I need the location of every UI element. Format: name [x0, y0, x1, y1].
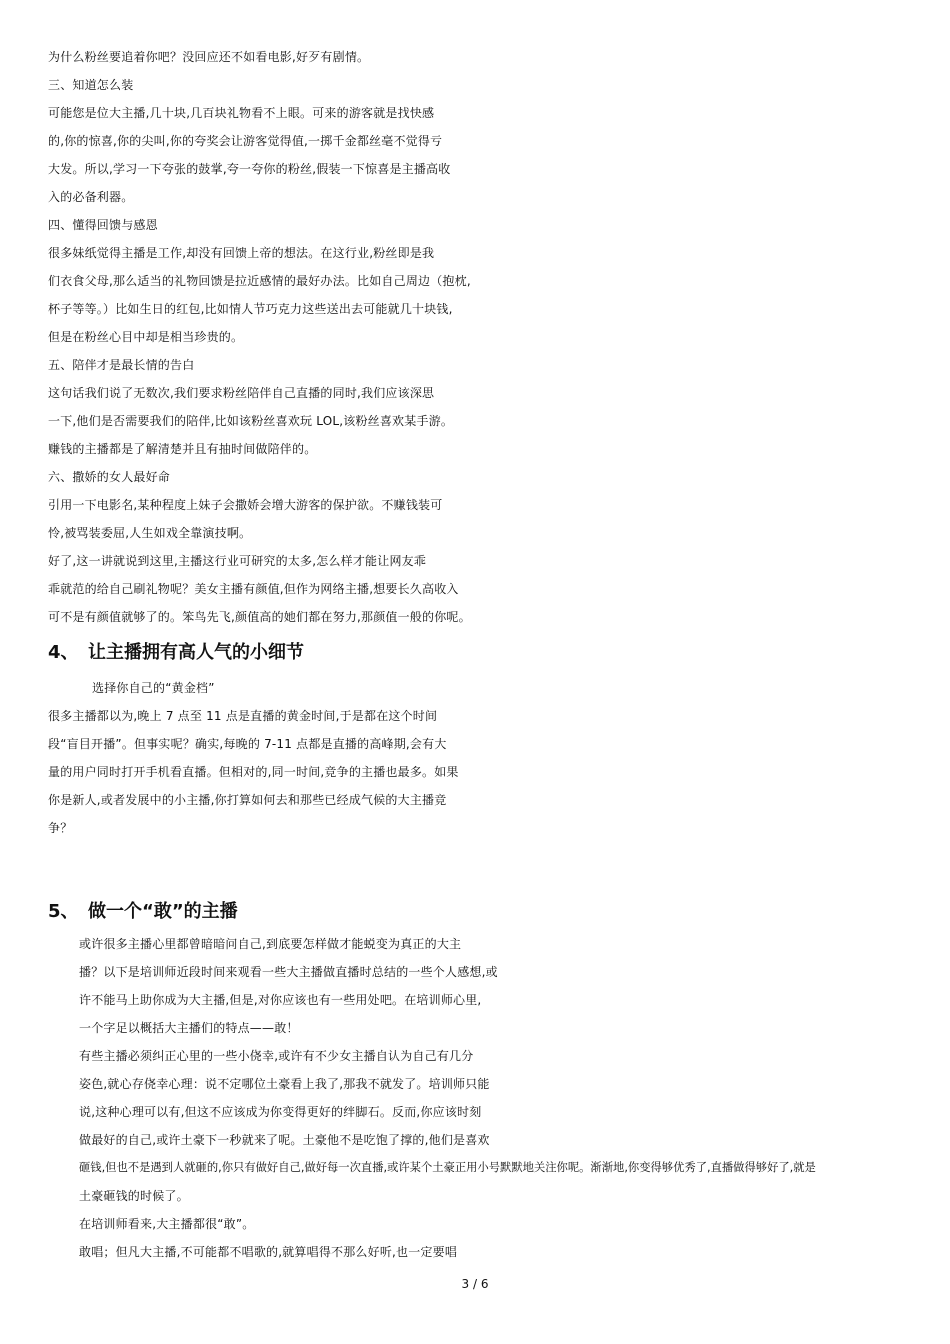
section-4-heading [48, 641, 304, 665]
section-heading-5: 五、陪伴才是最长情的告白 [48, 358, 195, 372]
paragraph-line: 怜,被骂装委屈,人生如戏全靠演技啊。 [48, 526, 252, 540]
paragraph-line: 入的必备利器。 [48, 190, 134, 204]
paragraph-line: 在培训师看来,大主播都很“敢”。 [79, 1217, 255, 1231]
section-5-title: 做一个“敢”的主播 [88, 901, 238, 922]
paragraph-line: 可不是有颜值就够了的。笨鸟先飞,颜值高的她们都在努力,那颜值一般的你呢。 [48, 610, 471, 624]
paragraph-line: 一下,他们是否需要我们的陪伴,比如该粉丝喜欢玩 LOL,该粉丝喜欢某手游。 [48, 414, 454, 428]
paragraph-line: 一个字足以概括大主播们的特点——敢！ [79, 1021, 299, 1035]
section-4-number: 4、 [48, 642, 79, 663]
section-4-subtitle: 选择你自己的“黄金档” [92, 681, 215, 695]
paragraph-line: 有些主播必须纠正心里的一些小侥幸,或许有不少女主播自认为自己有几分 [79, 1049, 474, 1063]
paragraph-line: 说,这种心理可以有,但这不应该成为你变得更好的绊脚石。反而,你应该时刻 [79, 1105, 482, 1119]
paragraph-line: 砸钱,但也不是遇到人就砸的,你只有做好自己,做好每一次直播,或许某个土豪正用小号默默地关注你呢。渐渐地,你变得够优秀了,直播做得够好了,就是 [79, 1161, 816, 1174]
paragraph-line: 杯子等等。）比如生日的红包,比如情人节巧克力这些送出去可能就几十块钱, [48, 302, 453, 316]
paragraph-line: 乖就范的给自己刷礼物呢？美女主播有颜值,但作为网络主播,想要长久高收入 [48, 582, 459, 596]
paragraph-line: 可能您是位大主播,几十块,几百块礼物看不上眼。可来的游客就是找快感 [48, 106, 435, 120]
section-5-heading [48, 900, 238, 924]
section-heading-6: 六、撒娇的女人最好命 [48, 470, 171, 484]
paragraph-line: 好了,这一讲就说到这里,主播这行业可研究的太多,怎么样才能让网友乖 [48, 554, 427, 568]
section-heading-4: 四、懂得回馈与感恩 [48, 218, 158, 232]
paragraph-line: 或许很多主播心里都曾暗暗问自己,到底要怎样做才能蜕变为真正的大主 [79, 937, 462, 951]
paragraph-line: 姿色,就心存侥幸心理：说不定哪位土豪看上我了,那我不就发了。培训师只能 [79, 1077, 490, 1091]
paragraph-line: 播？以下是培训师近段时间来观看一些大主播做直播时总结的一些个人感想,或 [79, 965, 498, 979]
section-heading-3: 三、知道怎么装 [48, 78, 134, 92]
paragraph-line: 很多主播都以为,晚上 7 点至 11 点是直播的黄金时间,于是都在这个时间 [48, 709, 438, 723]
paragraph-line: 许不能马上助你成为大主播,但是,对你应该也有一些用处吧。在培训师心里, [79, 993, 482, 1007]
paragraph-line: 引用一下电影名,某种程度上妹子会撒娇会增大游客的保护欲。不赚钱装可 [48, 498, 443, 512]
section-4-title: 让主播拥有高人气的小细节 [88, 642, 304, 663]
paragraph-line: 的,你的惊喜,你的尖叫,你的夸奖会让游客觉得值,一掷千金都丝毫不觉得亏 [48, 134, 443, 148]
paragraph-line: 量的用户同时打开手机看直播。但相对的,同一时间,竞争的主播也最多。如果 [48, 765, 459, 779]
paragraph-line: 这句话我们说了无数次,我们要求粉丝陪伴自己直播的同时,我们应该深思 [48, 386, 435, 400]
paragraph-line: 土豪砸钱的时候了。 [79, 1189, 189, 1203]
paragraph-line: 很多妹纸觉得主播是工作,却没有回馈上帝的想法。在这行业,粉丝即是我 [48, 246, 435, 260]
paragraph-line: 做最好的自己,或许土豪下一秒就来了呢。土豪他不是吃饱了撑的,他们是喜欢 [79, 1133, 490, 1147]
paragraph-line: 争？ [48, 821, 73, 835]
paragraph-line: 们衣食父母,那么适当的礼物回馈是拉近感情的最好办法。比如自己周边（抱枕, [48, 274, 471, 288]
section-5-number: 5、 [48, 901, 79, 922]
paragraph-line: 大发。所以,学习一下夸张的鼓掌,夸一夸你的粉丝,假装一下惊喜是主播高收 [48, 162, 451, 176]
paragraph-line: 敢唱；但凡大主播,不可能都不唱歌的,就算唱得不那么好听,也一定要唱 [79, 1245, 458, 1259]
paragraph-line: 为什么粉丝要追着你吧？没回应还不如看电影,好歹有剧情。 [48, 50, 370, 64]
paragraph-line: 赚钱的主播都是了解清楚并且有抽时间做陪伴的。 [48, 442, 317, 456]
paragraph-line: 但是在粉丝心目中却是相当珍贵的。 [48, 330, 244, 344]
paragraph-line: 你是新人,或者发展中的小主播,你打算如何去和那些已经成气候的大主播竞 [48, 793, 447, 807]
paragraph-line: 段“盲目开播”。但事实呢？确实,每晚的 7-11 点都是直播的高峰期,会有大 [48, 737, 447, 751]
page-number: 3 / 6 [461, 1277, 489, 1291]
